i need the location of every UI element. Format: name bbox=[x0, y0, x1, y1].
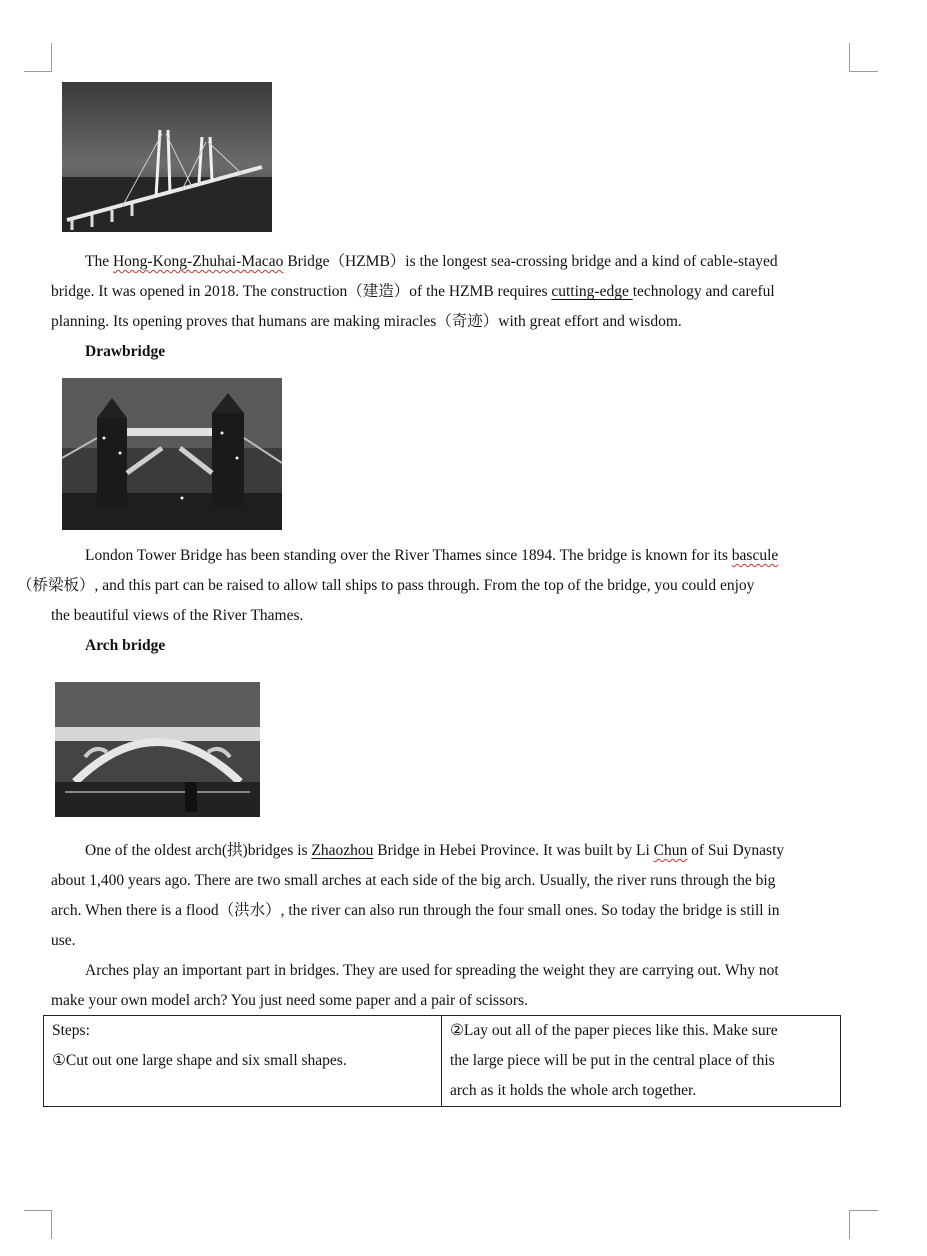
steps-cell-right bbox=[442, 1016, 841, 1107]
hzmb-name: Hong-Kong-Zhuhai-Macao bbox=[112, 253, 284, 270]
step-1: ①Cut out one large shape and six small shapes. bbox=[52, 1052, 347, 1069]
step-2-line-3: arch as it holds the whole arch together. bbox=[450, 1082, 697, 1099]
arch-bridge-paragraph: One of the oldest arch(拱)bridges is Zhaozhou Bridge in Hebei Province. It was built by Li Chun of Sui Dynasty about 1,400 years ago. There are two small arches at each side of the big arch. Usually, the river runs through the big arch. When there is a flood（洪水）, the river can also run through the four small ones. So today the bridge is still in use. bbox=[51, 842, 785, 949]
steps-label: Steps: bbox=[52, 1022, 90, 1039]
li-chun-name: Chun bbox=[653, 842, 688, 859]
drawbridge-heading: Drawbridge bbox=[85, 343, 166, 360]
step-2-line-2: the large piece will be put in the central place of this bbox=[450, 1052, 775, 1069]
steps-cell-left bbox=[44, 1016, 442, 1107]
bascule-term: bascule bbox=[731, 547, 779, 564]
cutting-edge-term: cutting-edge bbox=[551, 283, 633, 300]
page-corner-mark bbox=[849, 43, 878, 72]
steps-table bbox=[43, 1015, 841, 1107]
hzmb-bridge-photo bbox=[62, 82, 272, 232]
drawbridge-paragraph: London Tower Bridge has been standing over the River Thames since 1894. The bridge is known for its bascule （桥梁板）, and this part can be raised to allow tall ships to pass through. From the top of the bridge, you could enjoy the beautiful views of the River Thames. bbox=[17, 547, 779, 624]
arch-bridge-photo bbox=[55, 682, 260, 817]
zhaozhou-name: Zhaozhou bbox=[311, 842, 374, 859]
page-corner-mark bbox=[24, 1210, 52, 1239]
page-corner-mark bbox=[24, 43, 52, 72]
tower-bridge-photo bbox=[62, 378, 282, 530]
page-corner-mark bbox=[849, 1210, 878, 1239]
model-arch-paragraph: Arches play an important part in bridges. They are used for spreading the weight they are carrying out. Why not make your own model arch? You just need some paper and a pair of scissors. bbox=[51, 962, 779, 1009]
step-2-line-1: ②Lay out all of the paper pieces like this. Make sure bbox=[450, 1022, 778, 1039]
arch-bridge-heading: Arch bridge bbox=[85, 637, 166, 654]
hzmb-paragraph: The Hong-Kong-Zhuhai-Macao Bridge（HZMB）is the longest sea-crossing bridge and a kind of cable-stayed bridge. It was opened in 2018. The construction（建造）of the HZMB requires cutting-edge technology and careful planning. Its opening proves that humans are making miracles（奇迹）with great effort and wisdom. bbox=[51, 253, 778, 330]
